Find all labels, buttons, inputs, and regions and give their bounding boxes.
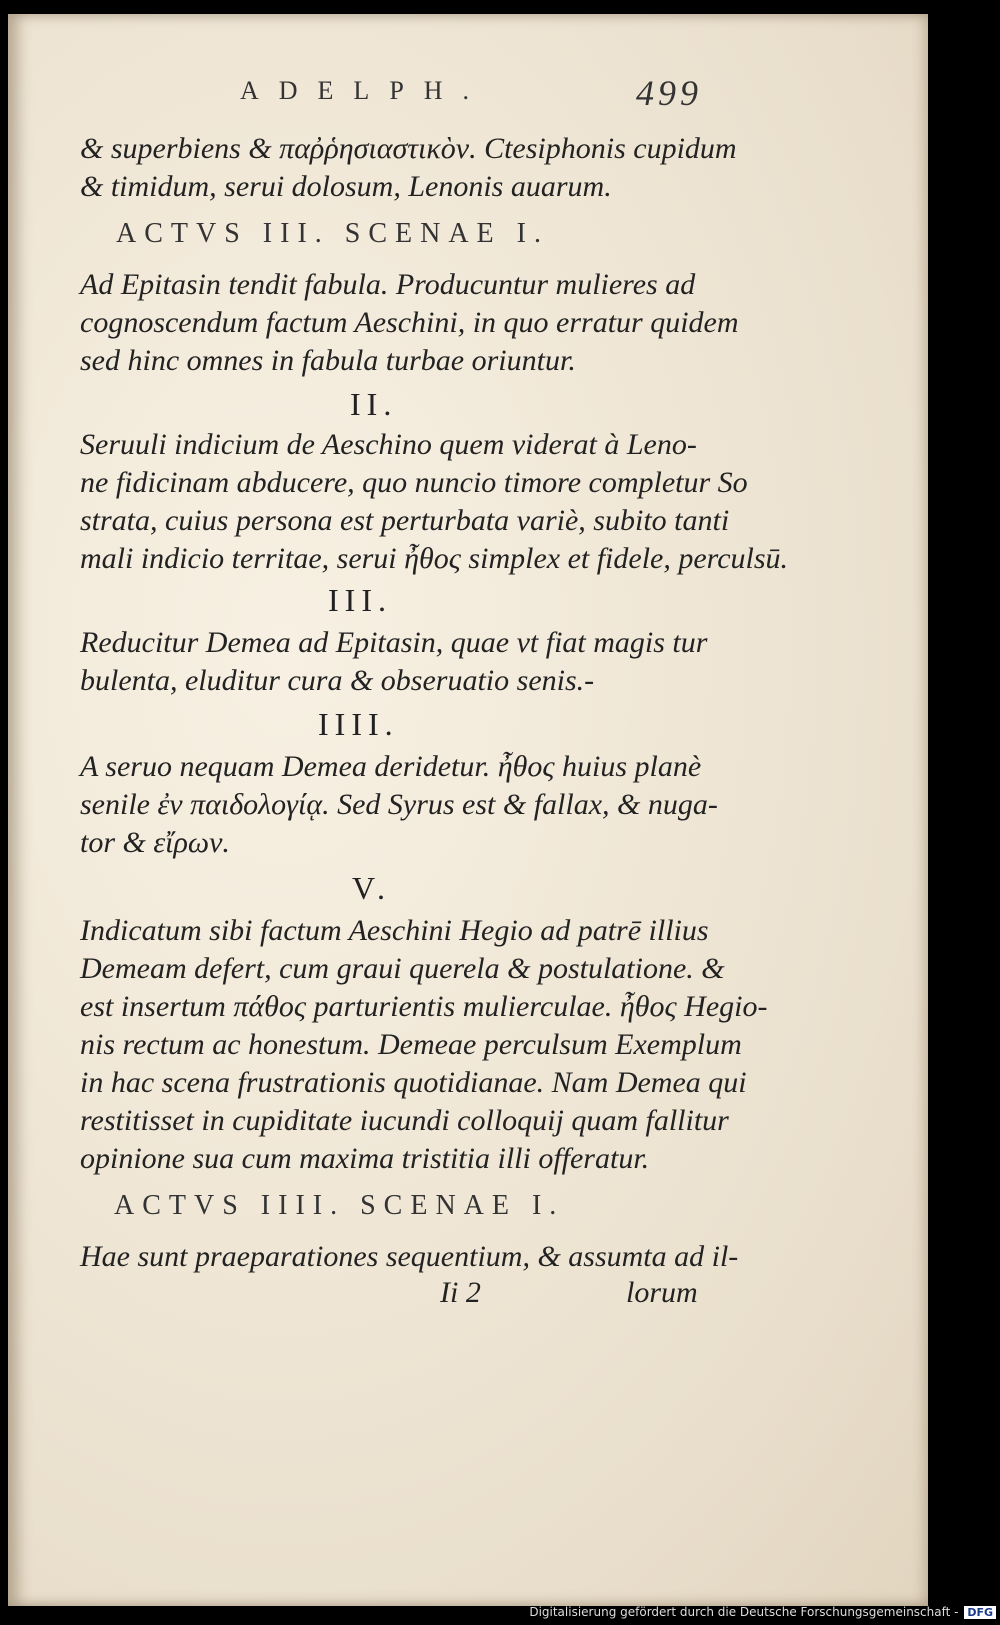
text-line: strata, cuius persona est perturbata variè, subito tanti (80, 504, 730, 537)
book-page (8, 14, 928, 1606)
page-number: 499 (636, 73, 702, 113)
text-line: Indicatum sibi factum Aeschini Hegio ad patrē illius (80, 914, 709, 947)
text-line: senile ἐν παιδολογίᾳ. Sed Syrus est & fallax, & nuga- (80, 788, 718, 821)
digitization-credit (529, 1605, 996, 1623)
text-line: opinione sua cum maxima tristitia illi offeratur. (80, 1142, 650, 1175)
text-line: Hae sunt praeparationes sequentium, & assumta ad il- (80, 1240, 739, 1273)
act4-heading: ACTVS IIII. SCENAE I. (114, 1190, 565, 1221)
signature-mark: Ii 2 (440, 1276, 481, 1309)
text-line: sed hinc omnes in fabula turbae oriuntur. (80, 344, 576, 377)
act3-heading: ACTVS III. SCENAE I. (116, 218, 549, 249)
scene3-heading: III. (328, 582, 392, 618)
text-line: Ad Epitasin tendit fabula. Producuntur mulieres ad (80, 268, 696, 301)
text-line: mali indicio territae, serui ἦθος simplex et fidele, perculsū. (80, 542, 789, 575)
dfg-logo: DFG (964, 1606, 996, 1619)
running-title: ADELPH. (240, 76, 490, 105)
text-line: nis rectum ac honestum. Demeae perculsum Exemplum (80, 1028, 742, 1061)
scene4-heading: IIII. (318, 706, 399, 742)
catchword: lorum (626, 1276, 698, 1309)
text-line: in hac scena frustrationis quotidianae. Nam Demea qui (80, 1066, 747, 1099)
text-line: & superbiens & παῤῥησιαστικὸν. Ctesiphonis cupidum (80, 132, 737, 165)
text-line: cognoscendum factum Aeschini, in quo erratur quidem (80, 306, 739, 339)
text-line: est insertum πάθος parturientis mulierculae. ἦθος Hegio- (80, 990, 768, 1023)
text-line: Seruuli indicium de Aeschino quem viderat à Leno- (80, 428, 697, 461)
text-line: ne fidicinam abducere, quo nuncio timore completur So (80, 466, 748, 499)
text-line: bulenta, eluditur cura & obseruatio senis.- (80, 664, 595, 697)
text-line: A seruo nequam Demea deridetur. ἦθος huius planè (80, 750, 702, 783)
text-line: & timidum, serui dolosum, Lenonis auarum. (80, 170, 612, 203)
text-line: tor & εἴρων. (80, 826, 230, 859)
text-line: restitisset in cupiditate iucundi colloquij quam fallitur (80, 1104, 729, 1137)
scene5-heading: V. (352, 870, 391, 906)
credit-text: Digitalisierung gefördert durch die Deutsche Forschungsgemeinschaft - (529, 1605, 959, 1619)
text-line: Demeam defert, cum graui querela & postulatione. & (80, 952, 725, 985)
text-line: Reducitur Demea ad Epitasin, quae vt fiat magis tur (80, 626, 708, 659)
scene2-heading: II. (350, 386, 398, 422)
